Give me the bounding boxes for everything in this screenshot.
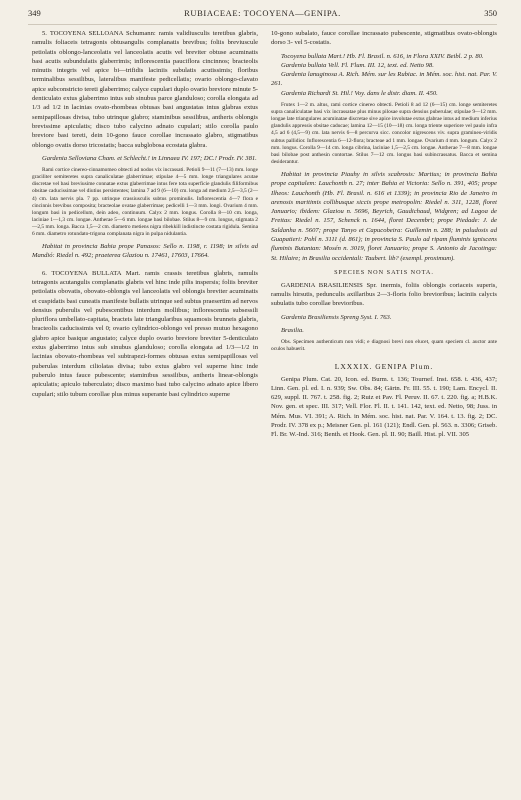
reference-entry: Tocoyena bullata Mart.! Hb. Fl. Brasil. n. 616, in Flora XXIV. Beibl. 2 p. 80. (281, 52, 484, 60)
reference-entry: Gardenia lanuginosa A. Rich. Mém. sur les Rubiac. in Mém. soc. hist. nat. Par. V. 261. (271, 71, 497, 88)
gardenia-brasiliensis-description: GARDENIA BRASILIENSIS Spr. inermis, foliis oblongis coriaceis superis, ramulis hirsutis, pedunculis axillaribus 2—3-floris folio brevioribus; laciniis calycis subulatis tubo corollae brevioribus. (271, 281, 497, 308)
genus-genipa-literature: Genipa Plum. Cat. 20, Icon. ed. Burm. t. 136; Tournef. Inst. 658. t. 436, 437; Linn. Gen. pl. ed. I. n. 939; Sw. Obs. 84; Gärtn. Fr. III. 55. t. 190; Lam. Encycl. II. 629, suppl. II. 767. t. 258. fig. 2; Ruiz et Pav. Fl. Peruv. II. 67. t. 220. fig. a; H.B.K. Nov. gen. et spec. III. 317; Vell. Flor. Fl. II. t. 141. 142, text. ed. Netto, 98; Juss. in Mém. Mus. VI. 391; A. Rich. in Mém. soc. hist. nat. Par. V. 164. t. 13. fig. 2; DC. Prodr. IV. 378 ex p.; Meisner Gen. pl. 161 (121); Endl. Gen. pl. 563. n. 3306; Griseb. Fl. Br. W.-Ind. 316; Benth. et Hook. Gen. pl. II. 90; Baill. Hist. pl. VII. 305 (271, 375, 497, 439)
species-6-morphology: Frutex 1—2 m. altus, rami cortice cinereo obtecti. Petioli 8 ad 12 (6—15) cm. longe semiteretes supra canaliculatae basi vix incrassatae plus minus pilosae supra densius puberulae; stipulae 9—12 mm. longae late triangulares acuminatae discretae sive apice involutae extus glabrae intus ad medium inferius glandulis appressis obsitae caducae; lamina 12—15 (10—18) cm. longa triente superiore vel paulo infra 4,5 ad 6 (4,5—9) cm. lata nervis 6—8 percurva sicc. concolor nigrescens viv. supra gramineo-viridis subtus pallidior. Inflorescentia 6—12-flora; bracteae ad 1 mm. longae. Ovarium 4 mm. longum. Calyx 2 mm. longus. Corolla 9—14 cm. longa cibrina, laciniae 1,5—2,5 cm. longae. Antherae 7—8 mm. longae basi bilobae post anthesin contortae. Stilus 7—12 cm. longus basi subincrassatus. Bacca et semina desiderantur. (271, 102, 497, 165)
left-column (28, 29, 258, 440)
species-5-morphology: Rami cortice cinereo-cinnamomeo obtecti ad nodos vix incrassati. Petioli 9—11 (7—13) mm. longe graciliter semiteretes supra canaliculatae glaberrimae; stipulae 4—5 mm. longe triangulares acutae discretae vel basi breviusime connatae extus glaberrimae intus fere tota superficie glandulis filiformibus obsitae caducissimae vel diutius persistentes; lamina 7 ad 9 (6—10) cm. longa ad medium 2,5—3,5 (2—4) cm. lata nervis pla. 7 pp. utrinque crassiusculis subtus prominulis. Inflorescentia 4—7 flora e cincinnis brevibus composita; bracteolae ovatae glaberrimae; pedicelli 1—3 mm. longi. Ovarium 4 mm. longum basi in pedicellum, dein adeo, continuum. Calyx 2 mm. longus. Corolla 8—10 cm. longa, laciniae 1—1,3 cm. longae. Antherae 5—6 mm. longae basi bilobae. Stilus 8—9 cm. longus, stigmata 2—2,5 mm. longa. Bacca 1,5—2 cm. diametro metiens nigra ribekkill indistincte costata rigidula. Semina 6 mm. diametro rotundato-trigona complanata nigra in pulpa nidulantia. (32, 167, 258, 237)
page-number-left: 349 (28, 8, 41, 18)
running-title: RUBIACEAE: TOCOYENA—GENIPA. (184, 8, 341, 18)
gardenia-brasiliensis-locality: Brasilia. (281, 327, 304, 335)
running-head (28, 8, 497, 25)
page-number-right: 350 (484, 8, 497, 18)
reference-entry: Gardenia bullata Vell. Fl. Flum. III. 12, text. ed. Netto 98. (281, 61, 434, 69)
species-5-reference: Gardenia Selloviana Cham. et Schlecht.! in Linnaea IV. 197; DC.! Prodr. IV. 381. (42, 154, 257, 162)
gardenia-brasiliensis-reference: Gardenia Brasiliensis Spreng Syst. I. 763. (281, 313, 392, 321)
gardenia-brasiliensis-observation: Obs. Specimen authenticum non vidi; e diagnosi brevi non elucet, quam speciem cl. auctor ante oculos habuerit. (271, 339, 497, 353)
reference-entry: Gardenia Richardi St. Hil.! Voy. dans le distr. diam. II. 450. (281, 89, 438, 97)
text-columns (28, 29, 497, 440)
species-6-habitat: Habitat in provincia Piauhy in silvis scabrosis: Martius; in provincia Bahia prope capitalem: Lauchonth n. 27; inter Bahia et Victoria: Sello n. 391, 405; prope Ilheos: Lauchonth (Hb. Fl. Brasil. n. 616 et 1339); in provincia Rio de Janeiro in arenosis maritimis collibusque siccis prope metropolin: Riedel n. 311, 1228, floret Januario; ibidem: Glaziou n. 5696, Beyrich, Gaudichaud, Widgren; ad Lagoa de Freitas: Riedel n. 157, Schenck n. 1644, floret Decembri; prope Piedade: J. de Saldanha n. 5607; prope Tanyo et Capucobeira: Guillemin n. 288; in paludosis ad Guapatieri: Pohl n. 3111 (d. 861); in provincia S. Paulo ad ripam fluminis igniscens fluminis Butantan: Mosén n. 3019, floret Januario; prope S. Antonio de Jacotinga: St. Hilaire; in Brasilia occidentali: Taubert. lib? (exempl. proximum). (271, 170, 497, 262)
species-6-continuation: 10-gono subalato, fauce corollae incrassato pubescente, stigmatibus ovato-oblongis dorso 3- vel 5-costatis. (271, 30, 497, 47)
species-5-description: 5. TOCOYENA SELLOANA Schumann: ramis validiusculis teretibus glabris, ramulis foliaceis tetragonis obtusangulis complanatis brevibus; foliis breviuscule petiolatis oblongo-lanceolatis vel lanceolatis acutis vel breviter obtuse acuminatis basi acutis subundulatis glaberrimis; inflorescentia pauciflora cincinnos; bracteolis minutis integris vel apice bi—trifidis laciniis subulatis acutissimis; floribus terminalibus sessilibus, lateralibus manifeste pedicellatis; ovario oblongo-clavato apice subconstricto tereti glaberrimo; calyce cupulari duplo ovario breviore minute 5-denticulato extus glaberrimo intus sub sinubus parce glanduloso; corolla elongata ad 1/3 ad 1/2 in lacinias ovato-rhombeas obtusas basi angustatas intus glabras extus semipapillosas divisa, tubo utrinque glabro; staminibus sessilibus, antheris oblongis brevissime apiculatis; disco tubo calycino adnato cupulari; stilo corolla paulo breviore basi tereti, dein 10-gono fauce corollae incrassato glabro, stigmatibus oblongo ovatis dorso tricostatis; bacca subglobosa ecostata glabra. (32, 30, 258, 149)
right-column (271, 29, 497, 440)
species-5-habitat: Habitat in provincia Bahia prope Panasos: Sello n. 1198, r. 1198; in silvis ad Mandió: Riedel n. 492; praeterea Glaziou n. 17461, 17603, 17664. (32, 243, 258, 260)
species-6-description: 6. TOCOYENA BULLATA Mart. ramis crassis teretibus glabris, ramulis tetragonis acutangulis complanatis glabris vel hinc inde pilis inspersis; foliis breviter petiolatis obovatis, obovato-oblongis vel lanceolatis vel oblongis breviter acuminatis et cuspidatis basi cuneatis manifeste bullatis utrinque sed subtus praesertim ad nervos densius puberulis vel pubescentibus interdum mollibus; inflorescentia subsessili pluriflora umbellato-capitata, bracteis late triangularibus squamosis brunneis glabris, bracteolis caducissimis vel 0; ovario cylindrico-oblongo vel presso mutuo hexagono glabro apice basique angustato; calyce duplo ovario breviore breviter 5-denticulato extus glaberrimo intus sub sinubus glanduloso; corolla elongata ad 1/3—1/2 in lacinias obovato-rhombeas vel subtrapezi-formes obtusas extus semipapillosas vel puberulas interdum ciliolatas divisa; tubo extus glabro vel superne hinc inde puberulo intus fauce pubescente; staminibus sessilibus, antheris linear-oblongis apiculatis; apiculo tuberculato; disco maximo basi tubo calycino adnato apice libero cupulari; stilo tubum corollae plus minus superante basi cylindrico superne (32, 269, 258, 398)
genus-genipa-heading: LXXXIX. GENIPA Plum. (334, 361, 434, 371)
species-non-satis-nota-heading: SPECIES NON SATIS NOTA. (334, 268, 434, 276)
